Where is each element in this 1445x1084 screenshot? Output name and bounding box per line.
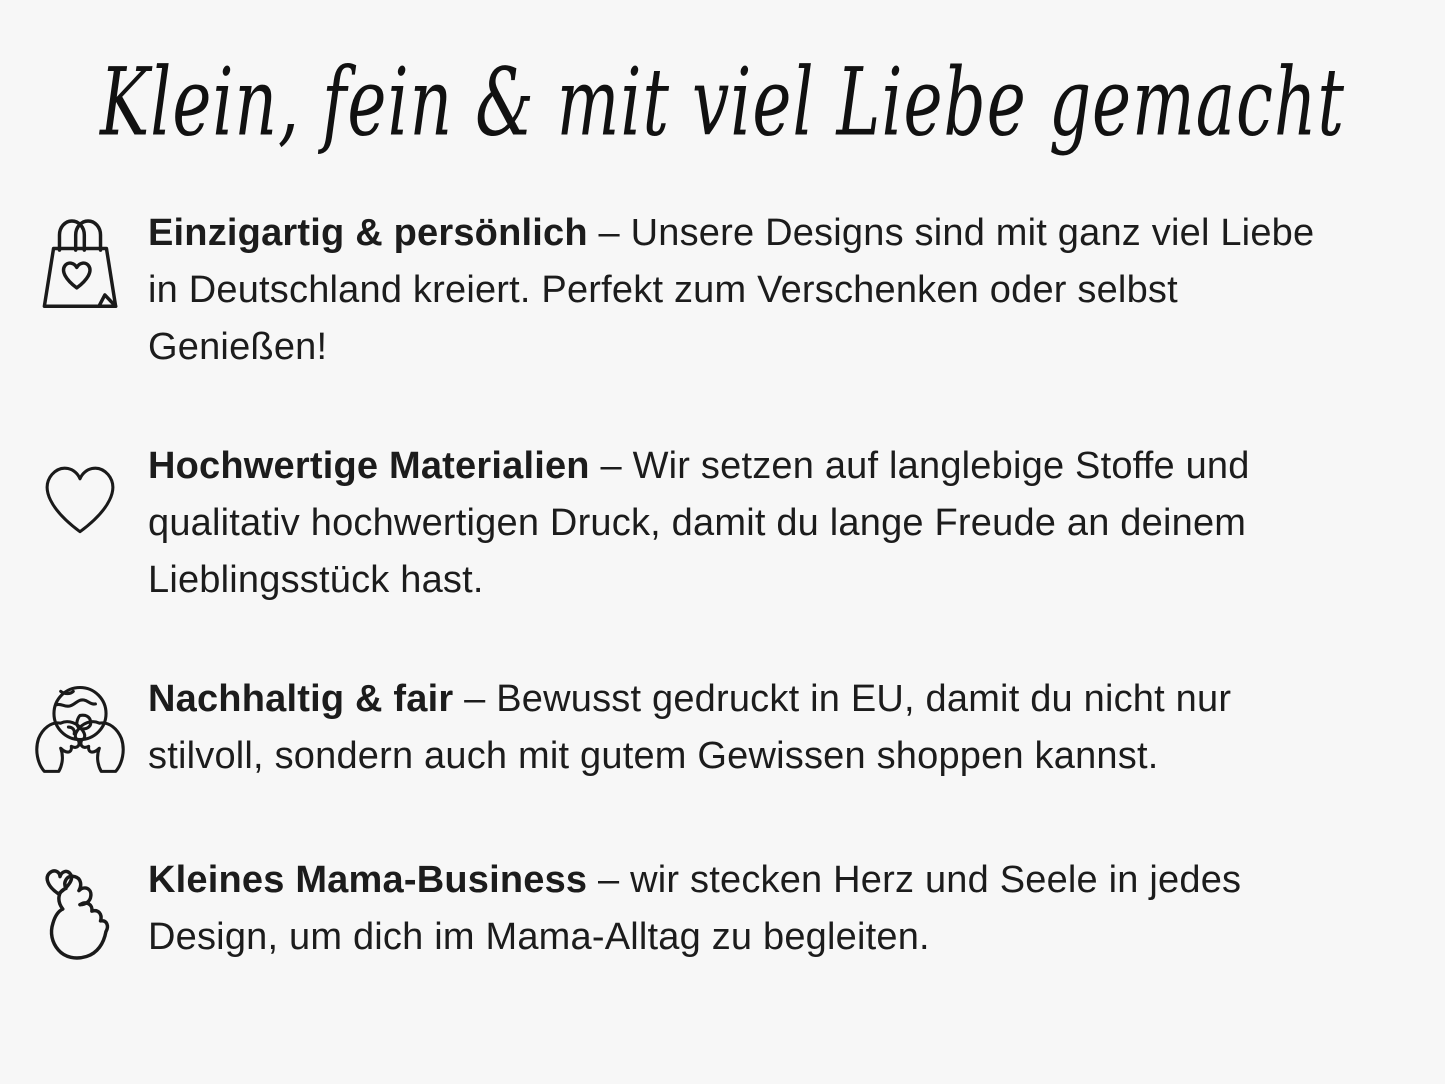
finger-heart-icon bbox=[26, 852, 134, 971]
feature-body: wir stecken Herz und Seele in jedes Design, um dich im Mama-Alltag zu begleiten. bbox=[148, 859, 1242, 958]
feature-icon-column bbox=[14, 205, 146, 324]
page-title bbox=[0, 0, 1445, 205]
feature-text bbox=[146, 671, 1333, 785]
shopping-bag-heart-icon bbox=[26, 205, 134, 324]
feature-title: Nachhaltig & fair bbox=[148, 678, 454, 720]
feature-title: Hochwertige Materialien bbox=[148, 445, 590, 487]
feature-row-unique bbox=[14, 205, 1445, 376]
feature-text bbox=[146, 205, 1333, 376]
feature-text bbox=[146, 852, 1333, 966]
feature-body: Wir setzen auf langlebige Stoffe und qualitativ hochwertigen Druck, damit du lange Freude an deinem Lieblingsstück hast. bbox=[148, 445, 1250, 601]
earth-in-hands-icon bbox=[26, 671, 134, 790]
heart-icon bbox=[26, 438, 134, 557]
dash-separator: – bbox=[598, 212, 620, 254]
feature-icon-column bbox=[14, 671, 146, 790]
feature-title: Kleines Mama-Business bbox=[148, 859, 588, 901]
dash-separator: – bbox=[464, 678, 486, 720]
feature-icon-column bbox=[14, 438, 146, 557]
feature-row-materials bbox=[14, 438, 1445, 609]
feature-row-sustainability bbox=[14, 671, 1445, 790]
feature-body: Unsere Designs sind mit ganz viel Liebe in Deutschland kreiert. Perfekt zum Verschenken oder selbst Genießen! bbox=[148, 212, 1315, 368]
page-title-text: Klein, fein & mit viel Liebe gemacht bbox=[99, 47, 1346, 158]
dash-separator: – bbox=[598, 859, 620, 901]
feature-title: Einzigartig & persönlich bbox=[148, 212, 588, 254]
dash-separator: – bbox=[600, 445, 622, 487]
feature-icon-column bbox=[14, 852, 146, 971]
feature-row-mama-business bbox=[14, 852, 1445, 971]
feature-text bbox=[146, 438, 1333, 609]
feature-body: Bewusst gedruckt in EU, damit du nicht nur stilvoll, sondern auch mit gutem Gewissen shoppen kannst. bbox=[148, 678, 1232, 777]
